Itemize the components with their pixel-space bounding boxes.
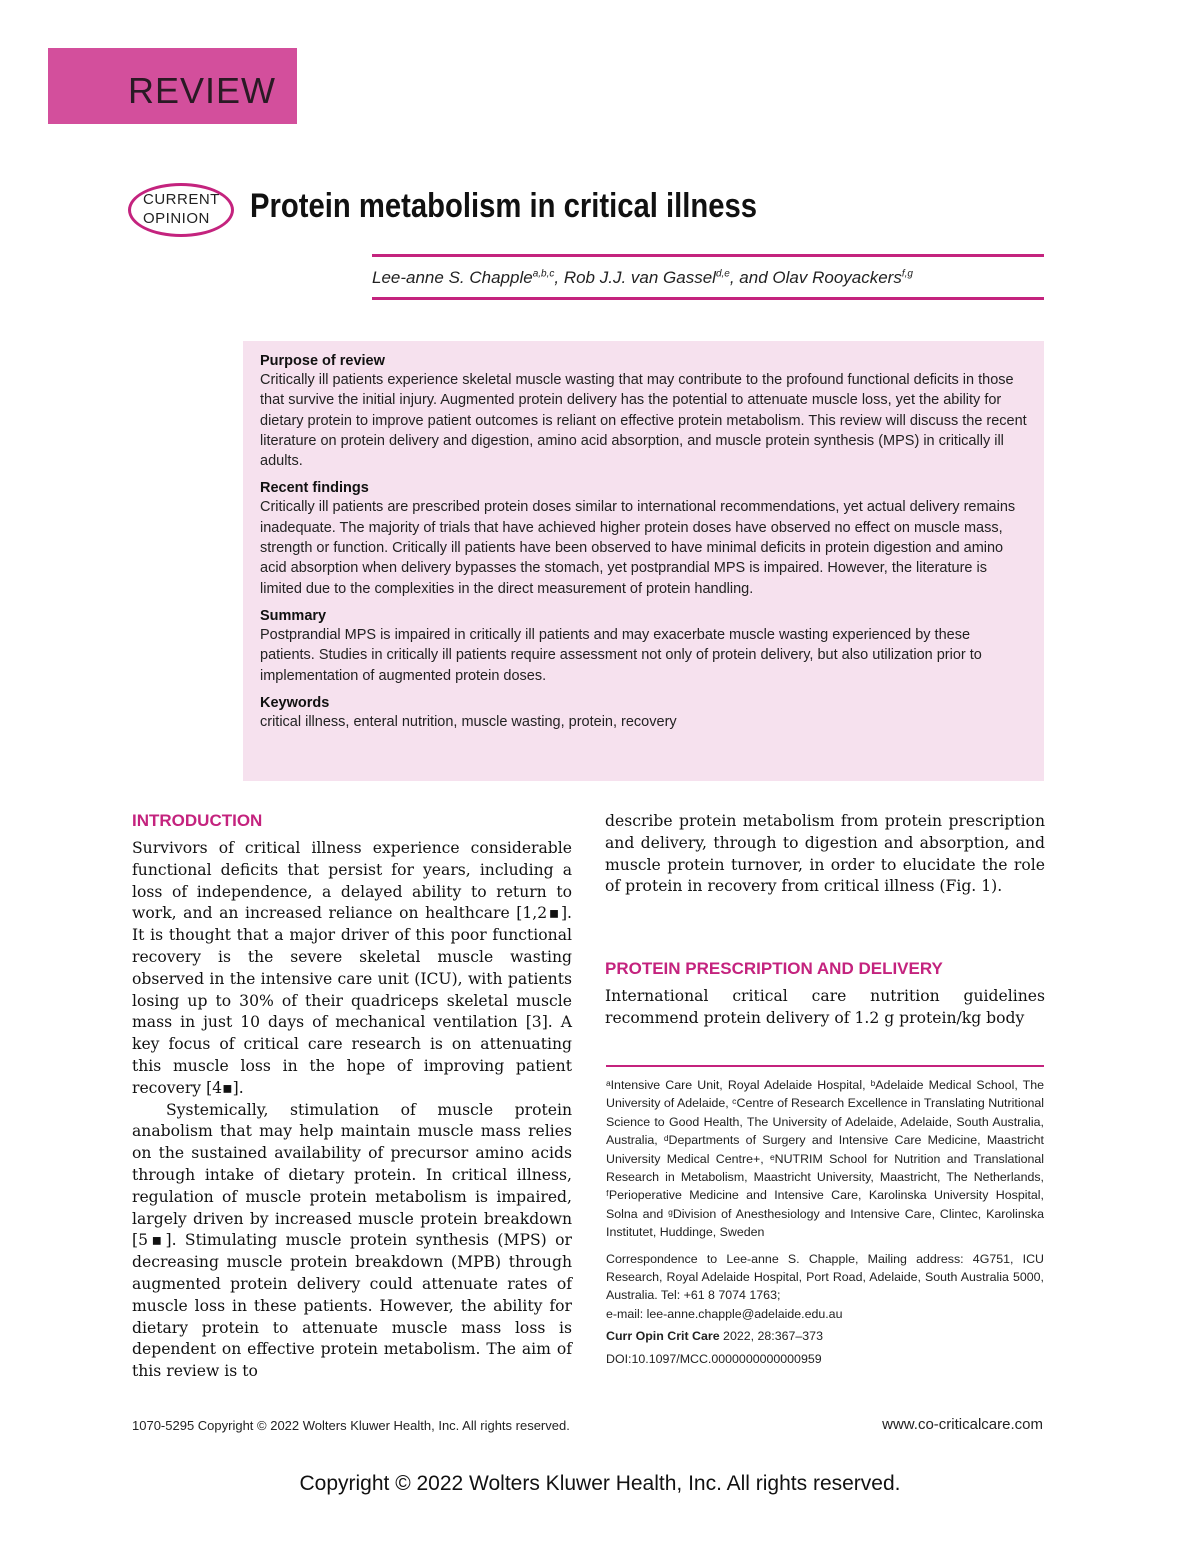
intro-continued	[605, 811, 1045, 898]
author-1-affil: a,b,c	[532, 268, 555, 280]
affiliations-block	[606, 1076, 1044, 1376]
title-rule-top	[372, 254, 1044, 257]
intro-paragraph-1: Survivors of critical illness experience considerable functional deficits that persist for years, including a loss of independence, a delayed ability to return to work, and an increased reliance on healthcare [1,2▪]. It is thought that a major driver of this poor functional recovery is the severe skeletal muscle wasting observed in the intensive care unit (ICU), with patients losing up to 30% of their quadriceps skeletal muscle mass in just 10 days of mechanical ventilation [3]. A key focus of critical care research is on attenuating this muscle loss in the hope of improving patient recovery [4▪].	[132, 839, 572, 1097]
protein-heading: PROTEIN PRESCRIPTION AND DELIVERY	[605, 959, 943, 978]
footer-issn: 1070-5295 Copyright © 2022 Wolters Kluwer Health, Inc. All rights reserved.	[132, 1418, 570, 1433]
purpose-text: Critically ill patients experience skeletal muscle wasting that may contribute to the profound functional deficits in those that survive the initial injury. Augmented protein delivery has the potential to attenuate muscle loss, yet the ability for dietary protein to improve patient outcomes is reliant on effective protein metabolism. This review will discuss the recent literature on protein delivery and digestion, amino acid absorption, and muscle protein synthesis (MPS) in critically ill adults.	[260, 372, 1027, 470]
keywords-heading: Keywords	[260, 694, 330, 711]
logo-line-2: OPINION	[143, 210, 210, 227]
correspondence-text: Correspondence to Lee-anne S. Chapple, Mailing address: 4G751, ICU Research, Royal Adelaide Hospital, Port Road, Adelaide, South Australia 5000, Australia. Tel: +61 8 7074 1763;	[606, 1251, 1044, 1303]
section-tab-label: REVIEW	[128, 70, 277, 111]
footer-website[interactable]: www.co-criticalcare.com	[882, 1416, 1043, 1433]
protein-column	[605, 986, 1045, 1030]
doi-text: DOI:10.1097/MCC.0000000000000959	[606, 1351, 822, 1366]
intro-heading: INTRODUCTION	[132, 811, 263, 830]
journal-logo	[128, 183, 234, 237]
affiliations-text: ᵃIntensive Care Unit, Royal Adelaide Hospital, ᵇAdelaide Medical School, The University of Adelaide, ᶜCentre of Research Excellence in Translating Nutritional Science to Good Health, The University of Adelaide, Adelaide, South Australia, Australia, ᵈDepartments of Surgery and Intensive Care Medicine, Maastricht University Medical Centre+, ᵉNUTRIM School for Nutrition and Translational Research in Metabolism, Maastricht University, Maastricht, The Netherlands, ᶠPerioperative Medicine and Intensive Care, Karolinska University Hospital, Solna and ᵍDivision of Anesthesiology and Intensive Care, Clintec, Karolinska Institutet, Huddinge, Sweden	[606, 1078, 1044, 1240]
author-3-affil: f,g	[901, 268, 913, 280]
journal-name: Curr Opin Crit Care	[606, 1329, 720, 1344]
purpose-heading: Purpose of review	[260, 353, 385, 369]
author-1: Lee-anne S. Chapple	[372, 268, 533, 287]
intro-column	[132, 838, 572, 1383]
findings-text: Critically ill patients are prescribed protein doses similar to international recommendations, yet actual delivery remains inadequate. The majority of trials that have achieved higher protein doses have observed no effect on muscle mass, strength or function. Critically ill patients have been observed to have minimal deficits in protein digestion and amino acid absorption when delivery bypasses the stomach, yet postprandial MPS is impaired. However, the literature is limited due to the complexities in the direct measurement of protein handling.	[260, 499, 1016, 597]
logo-line-1: CURRENT	[143, 191, 220, 208]
section-tab	[48, 48, 297, 124]
affiliation-rule	[606, 1065, 1044, 1067]
intro-paragraph-2: Systemically, stimulation of muscle protein anabolism that may help maintain muscle mass relies on the sustained availability of precursor amino acids through intake of dietary protein. In critical illness, regulation of muscle protein metabolism is impaired, largely driven by increased muscle protein breakdown [5▪]. Stimulating muscle protein synthesis (MPS) or decreasing muscle protein breakdown (MPB) through augmented protein delivery could attenuate rates of muscle loss in these patients. However, the ability for dietary protein to attenuate muscle mass loss is dependent on effective protein metabolism. The aim of this review is to	[132, 1100, 572, 1381]
findings-heading: Recent findings	[260, 480, 369, 497]
copyright-notice: Copyright © 2022 Wolters Kluwer Health, Inc. All rights reserved.	[299, 1472, 901, 1495]
summary-text: Postprandial MPS is impaired in critically ill patients and may exacerbate muscle wasting experienced by these patients. Studies in critically ill patients require assessment not only of protein delivery, but also utilization prior to implementation of augmented protein doses.	[260, 626, 982, 684]
title-rule-bottom	[372, 297, 1044, 300]
journal-citation	[606, 1327, 1044, 1345]
journal-volume: 2022, 28:367–373	[719, 1329, 823, 1344]
author-2-affil: d,e	[715, 268, 730, 280]
keywords-text: critical illness, enteral nutrition, muscle wasting, protein, recovery	[260, 713, 677, 730]
protein-paragraph-1: International critical care nutrition guidelines recommend protein delivery of 1.2 g protein/kg body	[605, 987, 1045, 1027]
summary-heading: Summary	[260, 607, 327, 624]
abstract-box	[243, 341, 1044, 781]
article-title: Protein metabolism in critical illness	[250, 187, 757, 225]
author-3: Olav Rooyackers	[772, 268, 902, 287]
email-text: e-mail: lee-anne.chapple@adelaide.edu.au	[606, 1306, 843, 1321]
author-2: Rob J.J. van Gassel	[563, 268, 716, 287]
author-list: Lee-anne S. Chapple$^{a,b,c}$, Rob J.J. van Gassel$^{d,e}$, and Olav Rooyackers$^{f,g}$	[372, 268, 913, 287]
intro-paragraph-3: describe protein metabolism from protein prescription and delivery, through to digestion and absorption, and muscle protein turnover, in order to elucidate the role of protein in recovery from critical illness (Fig. 1).	[605, 812, 1045, 896]
